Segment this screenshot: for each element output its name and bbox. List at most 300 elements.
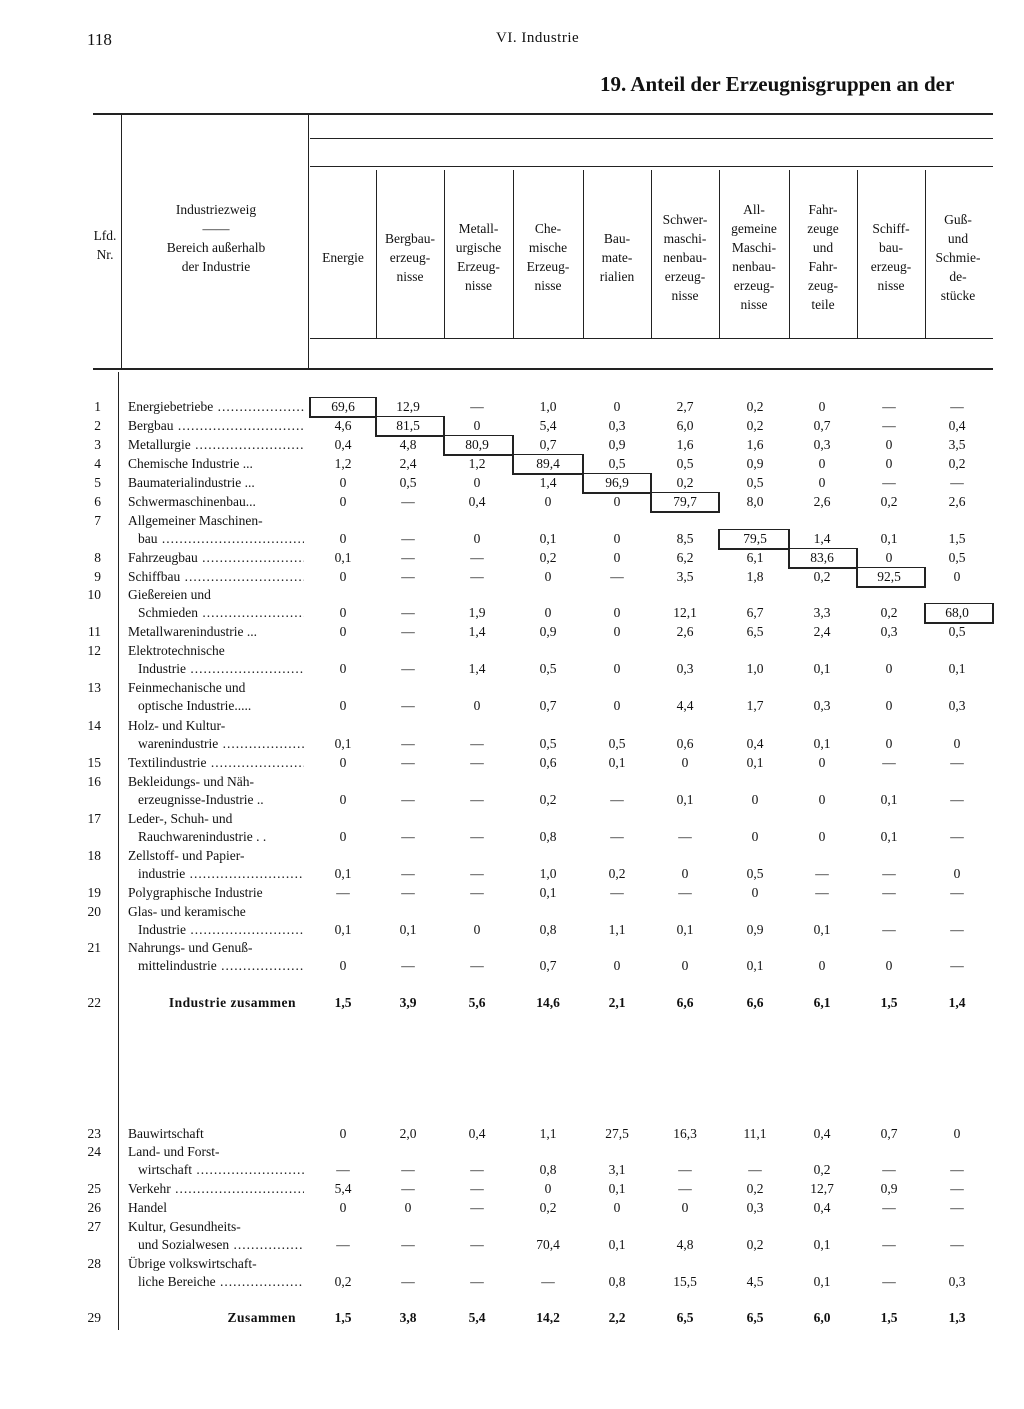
row-number: 2 bbox=[94, 418, 101, 433]
value-cell: 0,1 bbox=[813, 1274, 831, 1289]
value-cell: 0 bbox=[953, 866, 961, 881]
value-cell: 0,6 bbox=[539, 755, 557, 770]
value-cell: — bbox=[401, 698, 415, 713]
value-cell: — bbox=[470, 866, 484, 881]
row-label bbox=[128, 417, 304, 436]
row-label-line: Metallwarenindustrie ... bbox=[128, 624, 257, 639]
value-cell: — bbox=[950, 792, 964, 807]
row-label bbox=[128, 586, 304, 623]
row-label-line: Industrie zusammen bbox=[168, 995, 296, 1010]
column-header-line: mische bbox=[528, 240, 568, 255]
value-cell: 0 bbox=[339, 531, 347, 546]
value-cell: 0,3 bbox=[880, 624, 898, 639]
row-label-line: Kultur, Gesundheits- bbox=[128, 1218, 241, 1234]
value-cell: 1,5 bbox=[334, 1310, 352, 1325]
value-cell: 14,2 bbox=[536, 1310, 560, 1325]
value-cell: — bbox=[610, 569, 624, 584]
value-cell: — bbox=[882, 885, 896, 900]
value-cell: 68,0 bbox=[945, 605, 969, 620]
value-cell: 0,1 bbox=[746, 755, 764, 770]
value-cell: 6,2 bbox=[676, 550, 694, 565]
value-cell: 0,2 bbox=[948, 456, 966, 471]
value-cell: 6,5 bbox=[746, 624, 764, 639]
column-header-line: Erzeug- bbox=[457, 259, 500, 274]
value-cell: 0 bbox=[613, 698, 621, 713]
value-cell: 0,5 bbox=[676, 456, 694, 471]
value-cell: 0,1 bbox=[608, 1181, 626, 1196]
value-cell: 0,1 bbox=[813, 1237, 831, 1252]
value-cell: 0,1 bbox=[334, 550, 352, 565]
value-cell: 0,1 bbox=[813, 661, 831, 676]
value-cell: 0,1 bbox=[813, 736, 831, 751]
value-cell: 1,6 bbox=[746, 437, 764, 452]
industriezweig-line: der Industrie bbox=[181, 259, 251, 274]
row-label-line: Schiffbau ..... bbox=[128, 568, 304, 587]
row-number: 3 bbox=[94, 437, 101, 452]
column-header-line: nisse bbox=[396, 268, 424, 284]
column-header-5 bbox=[583, 229, 651, 286]
value-cell: 0,9 bbox=[746, 456, 764, 471]
value-cell: 1,0 bbox=[746, 661, 764, 676]
row-label bbox=[128, 512, 304, 549]
value-cell: 0 bbox=[339, 475, 347, 490]
value-cell: — bbox=[882, 418, 896, 433]
value-cell: — bbox=[401, 550, 415, 565]
value-cell: — bbox=[815, 866, 829, 881]
value-cell: 6,1 bbox=[746, 550, 764, 565]
value-cell: 1,5 bbox=[334, 995, 352, 1010]
value-cell: 4,8 bbox=[676, 1237, 694, 1252]
value-cell: 81,5 bbox=[396, 418, 420, 433]
column-header-4 bbox=[513, 219, 583, 295]
column-header-line: maschi- bbox=[663, 230, 707, 246]
value-cell: 0,5 bbox=[948, 624, 966, 639]
value-cell: 0 bbox=[613, 1200, 621, 1215]
value-cell: 0,2 bbox=[746, 1237, 764, 1252]
value-cell: 0 bbox=[613, 399, 621, 414]
row-number: 6 bbox=[94, 494, 101, 509]
value-cell: 80,9 bbox=[465, 437, 489, 452]
value-cell: — bbox=[470, 399, 484, 414]
row-label bbox=[128, 568, 304, 587]
value-cell: 12,1 bbox=[673, 605, 697, 620]
column-header-line: teile bbox=[811, 297, 835, 312]
column-header-line: mate- bbox=[601, 249, 633, 265]
value-cell: — bbox=[401, 958, 415, 973]
value-cell: 0 bbox=[885, 437, 893, 452]
value-cell: — bbox=[336, 885, 350, 900]
value-cell: 0,3 bbox=[676, 661, 694, 676]
value-cell: — bbox=[610, 792, 624, 807]
value-cell: — bbox=[882, 1274, 896, 1289]
value-cell: — bbox=[882, 922, 896, 937]
value-cell: 0,1 bbox=[880, 531, 898, 546]
row-label bbox=[128, 994, 296, 1013]
row-label bbox=[128, 474, 304, 493]
column-header-line: bau- bbox=[879, 240, 903, 255]
value-cell: 0 bbox=[473, 922, 481, 937]
value-cell: 0,4 bbox=[334, 437, 352, 452]
value-cell: 96,9 bbox=[605, 475, 629, 490]
industriezweig-line: —— bbox=[202, 221, 230, 236]
value-cell: — bbox=[470, 1162, 484, 1177]
value-cell: 5,6 bbox=[468, 995, 486, 1010]
column-header-line: Bau- bbox=[603, 230, 631, 246]
value-cell: 0,7 bbox=[813, 418, 831, 433]
value-cell: — bbox=[882, 1162, 896, 1177]
value-cell: — bbox=[470, 1200, 484, 1215]
value-cell: 1,8 bbox=[746, 569, 764, 584]
row-label-line: Land- und Forst- bbox=[128, 1143, 220, 1159]
row-label bbox=[128, 1255, 304, 1292]
row-label-line: Chemische Industrie ... bbox=[128, 456, 253, 471]
row-label-line: Bekleidungs- und Näh- bbox=[128, 773, 254, 789]
diagonal-highlight bbox=[788, 548, 858, 569]
value-cell: 11,1 bbox=[743, 1126, 767, 1141]
value-cell: 5,4 bbox=[334, 1181, 352, 1196]
column-header-line: Schwer- bbox=[662, 211, 708, 227]
value-cell: — bbox=[401, 1162, 415, 1177]
value-cell: 79,5 bbox=[743, 531, 767, 546]
row-label bbox=[128, 884, 304, 903]
value-cell: 0 bbox=[339, 1200, 347, 1215]
value-cell: 2,6 bbox=[948, 494, 966, 509]
value-cell: 8,5 bbox=[676, 531, 694, 546]
row-label bbox=[128, 436, 304, 455]
row-label-line: Verkehr ..... bbox=[128, 1180, 304, 1199]
value-cell: 0,1 bbox=[746, 958, 764, 973]
row-label-line: wirtschaft ..... bbox=[128, 1161, 304, 1180]
column-header-line: Che- bbox=[534, 221, 562, 236]
value-cell: 0 bbox=[885, 736, 893, 751]
column-header-line: Guß- bbox=[944, 211, 972, 227]
value-cell: 6,7 bbox=[746, 605, 764, 620]
value-cell: 0,8 bbox=[539, 829, 557, 844]
value-cell: — bbox=[950, 475, 964, 490]
column-header-line: erzeug- bbox=[733, 278, 775, 293]
row-number: 11 bbox=[88, 624, 101, 639]
diagonal-highlight bbox=[309, 397, 377, 418]
row-number: 19 bbox=[87, 885, 101, 900]
column-header-10 bbox=[925, 210, 991, 305]
column-header-line: nisse bbox=[534, 278, 562, 293]
column-header-line: Fahr- bbox=[808, 202, 838, 217]
value-cell: 0 bbox=[953, 736, 961, 751]
value-cell: — bbox=[882, 866, 896, 881]
value-cell: 0,1 bbox=[813, 922, 831, 937]
column-header-line: und bbox=[812, 240, 834, 255]
value-cell: 0,2 bbox=[746, 399, 764, 414]
lfd-nr-line: Lfd. bbox=[93, 228, 117, 243]
value-cell: 1,4 bbox=[468, 661, 486, 676]
value-cell: — bbox=[678, 885, 692, 900]
value-cell: — bbox=[950, 958, 964, 973]
industriezweig-line: Industriezweig bbox=[175, 202, 257, 217]
column-header-line: Maschi- bbox=[731, 240, 777, 255]
value-cell: 0 bbox=[885, 698, 893, 713]
value-cell: — bbox=[470, 1274, 484, 1289]
value-cell: — bbox=[401, 736, 415, 751]
value-cell: 0,4 bbox=[468, 494, 486, 509]
value-cell: 0 bbox=[544, 569, 552, 584]
value-cell: 0 bbox=[885, 661, 893, 676]
value-cell: — bbox=[950, 829, 964, 844]
value-cell: 0,5 bbox=[746, 475, 764, 490]
row-label-line: mittelindustrie ..... bbox=[128, 957, 304, 976]
value-cell: 0,1 bbox=[880, 792, 898, 807]
row-label-line: industrie ..... bbox=[128, 865, 304, 884]
value-cell: — bbox=[678, 1181, 692, 1196]
row-number: 27 bbox=[87, 1218, 101, 1234]
row-label-line: warenindustrie ..... bbox=[128, 735, 304, 754]
column-header-line: Schiff- bbox=[872, 221, 910, 236]
value-cell: 0,3 bbox=[608, 418, 626, 433]
value-cell: 0 bbox=[339, 829, 347, 844]
value-cell: — bbox=[882, 399, 896, 414]
row-label-line: Bergbau ..... bbox=[128, 417, 304, 436]
row-label bbox=[128, 1218, 304, 1255]
value-cell: 0,2 bbox=[880, 605, 898, 620]
rule-v-label bbox=[308, 113, 309, 369]
value-cell: 6,0 bbox=[813, 1310, 831, 1325]
column-header-line: Bergbau- bbox=[385, 230, 435, 246]
value-cell: 2,4 bbox=[813, 624, 831, 639]
value-cell: 6,6 bbox=[746, 995, 764, 1010]
value-cell: 0 bbox=[818, 829, 826, 844]
value-cell: — bbox=[401, 605, 415, 620]
value-cell: 3,9 bbox=[399, 995, 417, 1010]
row-label-line: erzeugnisse-Industrie .. bbox=[138, 792, 264, 807]
value-cell: 0,7 bbox=[880, 1126, 898, 1141]
row-label bbox=[128, 810, 304, 847]
row-label-line: Zellstoff- und Papier- bbox=[128, 847, 245, 863]
value-cell: — bbox=[336, 1237, 350, 1252]
diagonal-highlight bbox=[650, 492, 720, 513]
value-cell: 0 bbox=[681, 958, 689, 973]
value-cell: 0 bbox=[544, 605, 552, 620]
row-number: 17 bbox=[87, 810, 101, 826]
header-industriezweig bbox=[124, 200, 308, 276]
diagonal-highlight bbox=[375, 416, 445, 437]
row-number: 16 bbox=[87, 773, 101, 789]
value-cell: 1,3 bbox=[948, 1310, 966, 1325]
diagonal-highlight bbox=[512, 454, 584, 475]
value-cell: — bbox=[610, 885, 624, 900]
row-label bbox=[128, 493, 304, 512]
column-header-line: gemeine bbox=[731, 221, 777, 236]
value-cell: 0 bbox=[339, 755, 347, 770]
column-header-line: und bbox=[947, 230, 969, 246]
row-label bbox=[128, 623, 304, 642]
value-cell: 0 bbox=[751, 792, 759, 807]
row-label-line: Übrige volkswirtschaft- bbox=[128, 1255, 257, 1271]
value-cell: — bbox=[401, 569, 415, 584]
value-cell: 0,1 bbox=[608, 1237, 626, 1252]
value-cell: 1,4 bbox=[539, 475, 557, 490]
column-header-7 bbox=[719, 200, 789, 314]
rule-nach bbox=[310, 166, 993, 167]
value-cell: 0 bbox=[339, 698, 347, 713]
value-cell: — bbox=[470, 1237, 484, 1252]
value-cell: — bbox=[401, 661, 415, 676]
row-label-line: Rauchwarenindustrie . . bbox=[138, 829, 267, 844]
row-label bbox=[128, 717, 304, 754]
value-cell: 4,5 bbox=[746, 1274, 764, 1289]
value-cell: 0 bbox=[818, 792, 826, 807]
value-cell: 0,5 bbox=[746, 866, 764, 881]
value-cell: 0,7 bbox=[539, 437, 557, 452]
value-cell: 6,0 bbox=[676, 418, 694, 433]
value-cell: 1,9 bbox=[468, 605, 486, 620]
value-cell: 0,1 bbox=[334, 736, 352, 751]
value-cell: 0,8 bbox=[608, 1274, 626, 1289]
value-cell: 0,5 bbox=[539, 661, 557, 676]
row-label bbox=[128, 1180, 304, 1199]
column-header-3 bbox=[444, 219, 513, 295]
row-label bbox=[128, 939, 304, 976]
value-cell: 70,4 bbox=[536, 1237, 560, 1252]
row-label bbox=[128, 1125, 304, 1144]
row-number: 28 bbox=[87, 1255, 101, 1271]
value-cell: 0,2 bbox=[539, 792, 557, 807]
value-cell: 0,6 bbox=[676, 736, 694, 751]
row-label-line: Leder-, Schuh- und bbox=[128, 810, 233, 826]
row-label-line: Elektrotechnische bbox=[128, 642, 225, 658]
column-header-line: nisse bbox=[877, 278, 905, 293]
value-cell: 2,1 bbox=[608, 995, 626, 1010]
value-cell: 1,0 bbox=[539, 399, 557, 414]
row-number: 15 bbox=[87, 755, 101, 770]
value-cell: — bbox=[678, 829, 692, 844]
value-cell: — bbox=[950, 1181, 964, 1196]
value-cell: 0,5 bbox=[608, 456, 626, 471]
value-cell: 79,7 bbox=[673, 494, 697, 509]
row-number: 24 bbox=[87, 1143, 101, 1159]
row-number: 25 bbox=[87, 1181, 101, 1196]
value-cell: — bbox=[401, 1274, 415, 1289]
diagonal-highlight bbox=[924, 603, 994, 624]
value-cell: 0,9 bbox=[608, 437, 626, 452]
row-label-line: Handel bbox=[128, 1200, 167, 1215]
value-cell: 6,5 bbox=[746, 1310, 764, 1325]
value-cell: 1,6 bbox=[676, 437, 694, 452]
value-cell: — bbox=[950, 399, 964, 414]
value-cell: 0 bbox=[818, 755, 826, 770]
value-cell: 0,5 bbox=[539, 736, 557, 751]
value-cell: 3,5 bbox=[676, 569, 694, 584]
row-number: 1 bbox=[94, 399, 101, 414]
value-cell: 1,2 bbox=[334, 456, 352, 471]
value-cell: 0,1 bbox=[676, 792, 694, 807]
column-header-line: erzeug- bbox=[870, 259, 912, 274]
row-label-line: Polygraphische Industrie bbox=[128, 885, 263, 900]
column-header-line: zeug- bbox=[808, 278, 838, 293]
value-cell: 1,7 bbox=[746, 698, 764, 713]
row-label-line: Allgemeiner Maschinen- bbox=[128, 512, 263, 528]
row-label-line: Metallurgie ..... bbox=[128, 436, 304, 455]
row-label-line: Industrie ..... bbox=[128, 921, 304, 940]
row-label-line: bau ..... bbox=[128, 530, 304, 549]
value-cell: 3,5 bbox=[948, 437, 966, 452]
value-cell: 0,2 bbox=[880, 494, 898, 509]
value-cell: 0,8 bbox=[539, 922, 557, 937]
row-number: 9 bbox=[94, 569, 101, 584]
value-cell: 0 bbox=[339, 605, 347, 620]
value-cell: 0 bbox=[339, 569, 347, 584]
value-cell: — bbox=[541, 1274, 555, 1289]
page-number: 118 bbox=[87, 30, 112, 49]
value-cell: — bbox=[950, 1200, 964, 1215]
row-label bbox=[128, 1143, 304, 1180]
value-cell: 0,4 bbox=[948, 418, 966, 433]
value-cell: 0 bbox=[613, 494, 621, 509]
row-label-line: Zusammen bbox=[227, 1310, 296, 1325]
value-cell: — bbox=[950, 755, 964, 770]
row-label-line: Energiebetriebe ..... bbox=[128, 398, 304, 417]
value-cell: 0,2 bbox=[539, 1200, 557, 1215]
row-label-line: Gießereien und bbox=[128, 586, 211, 602]
row-label-line: Fahrzeugbau ..... bbox=[128, 549, 304, 568]
row-label-line: Schwermaschinenbau... bbox=[128, 494, 256, 509]
row-number: 13 bbox=[87, 679, 101, 695]
value-cell: — bbox=[950, 885, 964, 900]
value-cell: 0 bbox=[339, 958, 347, 973]
row-label-line: optische Industrie..... bbox=[138, 698, 252, 713]
value-cell: 0,2 bbox=[334, 1274, 352, 1289]
value-cell: 0,9 bbox=[539, 624, 557, 639]
value-cell: 0,2 bbox=[813, 1162, 831, 1177]
value-cell: 0 bbox=[339, 1126, 347, 1141]
column-header-line: nenbau- bbox=[732, 259, 776, 274]
industriezweig-line: Bereich außerhalb bbox=[166, 240, 266, 255]
row-number: 8 bbox=[94, 550, 101, 565]
value-cell: 4,6 bbox=[334, 418, 352, 433]
value-cell: 0 bbox=[613, 550, 621, 565]
row-label-line: Holz- und Kultur- bbox=[128, 717, 226, 733]
diagonal-highlight bbox=[856, 567, 926, 588]
row-label bbox=[128, 754, 304, 773]
value-cell: — bbox=[470, 550, 484, 565]
row-number: 21 bbox=[87, 939, 101, 955]
value-cell: 2,6 bbox=[676, 624, 694, 639]
column-header-line: nisse bbox=[465, 278, 492, 293]
value-cell: 69,6 bbox=[331, 399, 355, 414]
row-label bbox=[128, 1309, 296, 1328]
value-cell: 0 bbox=[613, 661, 621, 676]
value-cell: 0 bbox=[613, 624, 621, 639]
value-cell: 5,4 bbox=[468, 1310, 486, 1325]
column-header-line: de- bbox=[949, 268, 967, 284]
value-cell: 1,2 bbox=[468, 456, 486, 471]
value-cell: 0 bbox=[818, 399, 826, 414]
value-cell: — bbox=[610, 829, 624, 844]
row-number: 5 bbox=[94, 475, 101, 490]
value-cell: — bbox=[336, 1162, 350, 1177]
column-header-line: Energie bbox=[322, 249, 364, 265]
value-cell: 1,5 bbox=[948, 531, 966, 546]
value-cell: 1,5 bbox=[880, 995, 898, 1010]
value-cell: 0,9 bbox=[746, 922, 764, 937]
row-number: 4 bbox=[94, 456, 101, 471]
value-cell: 0 bbox=[339, 624, 347, 639]
value-cell: 1,1 bbox=[608, 922, 626, 937]
value-cell: 0 bbox=[681, 866, 689, 881]
row-label-line: und Sozialwesen ..... bbox=[128, 1236, 304, 1255]
value-cell: 0,9 bbox=[880, 1181, 898, 1196]
value-cell: — bbox=[882, 1200, 896, 1215]
value-cell: — bbox=[401, 1181, 415, 1196]
value-cell: 2,0 bbox=[399, 1126, 417, 1141]
